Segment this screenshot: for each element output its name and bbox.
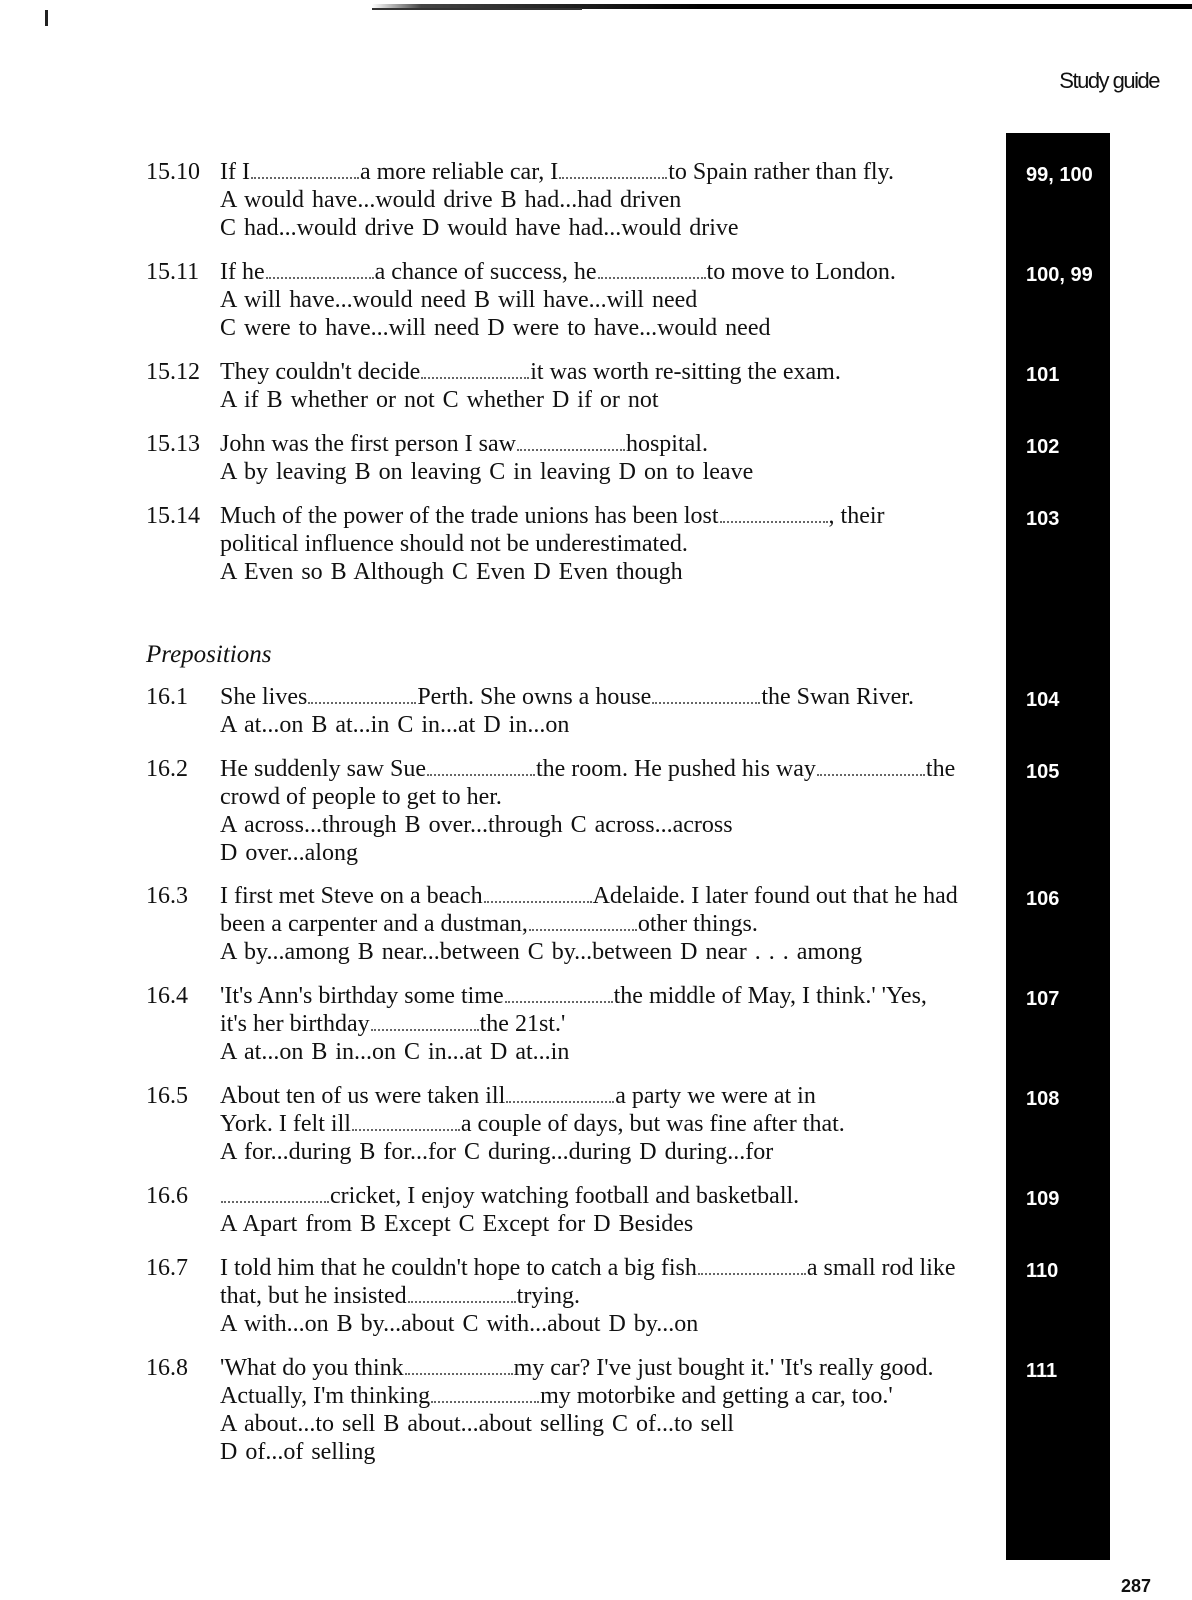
question-text: 'It's Ann's birthday some time (220, 983, 504, 1009)
question-number: 15.10 (146, 159, 200, 185)
question-text: the room. He pushed his way (535, 756, 816, 782)
unit-reference: 100, 99 (1026, 264, 1093, 286)
question-body (220, 502, 1000, 586)
unit-reference: 109 (1026, 1188, 1060, 1210)
question-text: a party we were at in (615, 1083, 816, 1109)
question-body (220, 1254, 1000, 1338)
answer-options: A across...through B over...through C across...across (220, 812, 733, 838)
section-title: Prepositions (146, 641, 272, 668)
question-text-line (220, 1354, 1000, 1382)
question-body (220, 755, 1000, 867)
question-text: it's her birthday (220, 1011, 370, 1037)
blank-gap (352, 1128, 460, 1131)
question-body (220, 683, 1000, 739)
question-text: He suddenly saw Sue (220, 756, 426, 782)
unit-reference: 110 (1026, 1260, 1059, 1282)
question-text-line (220, 1182, 1000, 1210)
question-text: , their (828, 503, 885, 529)
question-text: Adelaide. I later found out that he had (592, 883, 958, 909)
question-text-line (220, 683, 1000, 711)
blank-gap (559, 176, 667, 179)
question-text-line (220, 258, 1000, 286)
question-text: About ten of us were taken ill (220, 1083, 506, 1109)
question-body (220, 982, 1000, 1066)
question-number: 15.13 (146, 431, 200, 457)
page-number: 287 (1121, 1576, 1152, 1596)
question-text: my car? I've just bought it.' 'It's really good. (513, 1355, 934, 1381)
question-text: They couldn't decide (220, 359, 421, 385)
question-text: my motorbike and getting a car, too.' (540, 1383, 893, 1409)
question-text: trying. (516, 1283, 580, 1309)
answer-options: A with...on B by...about C with...about D by...on (220, 1311, 699, 1337)
question-body (220, 1354, 1000, 1466)
question-text: I first met Steve on a beach (220, 883, 483, 909)
question-text: the middle of May, I think.' 'Yes, (613, 983, 927, 1009)
answer-options: A would have...would drive B had...had driven (220, 187, 682, 213)
question-body (220, 1182, 1000, 1238)
question-text: crowd of people to get to her. (220, 784, 502, 810)
question-text: hospital. (625, 431, 708, 457)
unit-reference: 106 (1026, 888, 1060, 910)
answer-options: A about...to sell B about...about selling C of...to sell (220, 1411, 734, 1437)
question-text: Actually, I'm thinking (220, 1383, 431, 1409)
answer-options: A will have...would need B will have...will need (220, 287, 698, 313)
question-number: 16.2 (146, 756, 188, 782)
blank-gap (505, 1000, 613, 1003)
question-text: it was worth re-sitting the exam. (530, 359, 841, 385)
question-number: 16.1 (146, 684, 188, 710)
question-text: John was the first person I saw (220, 431, 516, 457)
question-text: to Spain rather than fly. (668, 159, 894, 185)
unit-reference: 101 (1026, 364, 1060, 386)
question-text-line (220, 158, 1000, 186)
question-text: the 21st.' (479, 1011, 566, 1037)
question-text-line (220, 882, 1000, 910)
question-number: 15.12 (146, 359, 200, 385)
question-number: 16.6 (146, 1183, 188, 1209)
question-text: If I (220, 159, 250, 185)
question-number: 15.14 (146, 503, 200, 529)
question-text: cricket, I enjoy watching football and basketball. (330, 1183, 800, 1209)
question-text-line (220, 1082, 1000, 1110)
blank-gap (408, 1300, 516, 1303)
unit-reference: 103 (1026, 508, 1060, 530)
question-number: 16.7 (146, 1255, 188, 1281)
unit-reference: 111 (1026, 1360, 1058, 1382)
blank-gap (308, 701, 416, 704)
unit-reference: 104 (1026, 689, 1060, 711)
question-text: a more reliable car, I (359, 159, 559, 185)
answer-options: D of...of selling (220, 1439, 376, 1465)
blank-gap (371, 1028, 479, 1031)
question-number: 16.4 (146, 983, 188, 1009)
question-text-line (220, 755, 1000, 783)
question-text: a chance of success, he (374, 259, 597, 285)
question-body (220, 430, 1000, 486)
blank-gap (266, 276, 374, 279)
blank-gap (720, 520, 828, 523)
blank-gap (427, 773, 535, 776)
question-text-line (220, 1010, 1000, 1038)
question-body (220, 158, 1000, 242)
question-text: If he (220, 259, 265, 285)
running-header: Study guide (1059, 68, 1159, 93)
blank-gap (652, 701, 760, 704)
unit-reference: 108 (1026, 1088, 1060, 1110)
answer-options: D over...along (220, 840, 358, 866)
question-text: 'What do you think (220, 1355, 404, 1381)
question-text: She lives (220, 684, 308, 710)
question-text-line (220, 358, 1000, 386)
blank-gap (529, 928, 637, 931)
question-text: been a carpenter and a dustman, (220, 911, 528, 937)
question-number: 15.11 (146, 259, 200, 285)
blank-gap (698, 1272, 806, 1275)
question-text: the (925, 756, 956, 782)
question-body (220, 1082, 1000, 1166)
unit-reference: 102 (1026, 436, 1060, 458)
blank-gap (431, 1400, 539, 1403)
question-text-line (220, 430, 1000, 458)
question-text-line (220, 530, 1000, 558)
question-body (220, 882, 1000, 966)
answer-options: A Apart from B Except C Except for D Besides (220, 1211, 694, 1237)
answer-options: C were to have...will need D were to have...would need (220, 315, 771, 341)
blank-gap (506, 1100, 614, 1103)
question-text: to move to London. (706, 259, 896, 285)
question-text-line (220, 1282, 1000, 1310)
question-text: that, but he insisted (220, 1283, 407, 1309)
question-text-line (220, 502, 1000, 530)
question-text-line (220, 1110, 1000, 1138)
answer-options: A at...on B in...on C in...at D at...in (220, 1039, 570, 1065)
answer-options: A at...on B at...in C in...at D in...on (220, 712, 570, 738)
question-number: 16.8 (146, 1355, 188, 1381)
blank-gap (817, 773, 925, 776)
question-text-line (220, 910, 1000, 938)
question-text: political influence should not be underestimated. (220, 531, 688, 557)
answer-options: A for...during B for...for C during...during D during...for (220, 1139, 774, 1165)
answer-options: A if B whether or not C whether D if or not (220, 387, 659, 413)
answer-options: A by leaving B on leaving C in leaving D on to leave (220, 459, 754, 485)
unit-reference: 105 (1026, 761, 1060, 783)
question-text-line (220, 1254, 1000, 1282)
question-text: other things. (637, 911, 758, 937)
question-text: Perth. She owns a house (417, 684, 652, 710)
blank-gap (421, 376, 529, 379)
question-body (220, 258, 1000, 342)
blank-gap (517, 448, 625, 451)
question-text: a couple of days, but was fine after that. (460, 1111, 845, 1137)
blank-gap (251, 176, 359, 179)
blank-gap (405, 1372, 513, 1375)
question-text-line (220, 1382, 1000, 1410)
question-text: York. I felt ill (220, 1111, 351, 1137)
blank-gap (221, 1200, 329, 1203)
blank-gap (484, 900, 592, 903)
question-number: 16.3 (146, 883, 188, 909)
question-body (220, 358, 1000, 414)
question-text: the Swan River. (761, 684, 914, 710)
question-number: 16.5 (146, 1083, 188, 1109)
answer-options: A by...among B near...between C by...between D near . . . among (220, 939, 863, 965)
blank-gap (598, 276, 706, 279)
answer-options: A Even so B Although C Even D Even though (220, 559, 683, 585)
question-text-line (220, 783, 1000, 811)
unit-reference: 107 (1026, 988, 1060, 1010)
unit-reference: 99, 100 (1026, 164, 1093, 186)
question-text: Much of the power of the trade unions has been lost (220, 503, 719, 529)
question-text: I told him that he couldn't hope to catch a big fish (220, 1255, 697, 1281)
question-text-line (220, 982, 1000, 1010)
answer-options: C had...would drive D would have had...would drive (220, 215, 739, 241)
question-text: a small rod like (806, 1255, 956, 1281)
